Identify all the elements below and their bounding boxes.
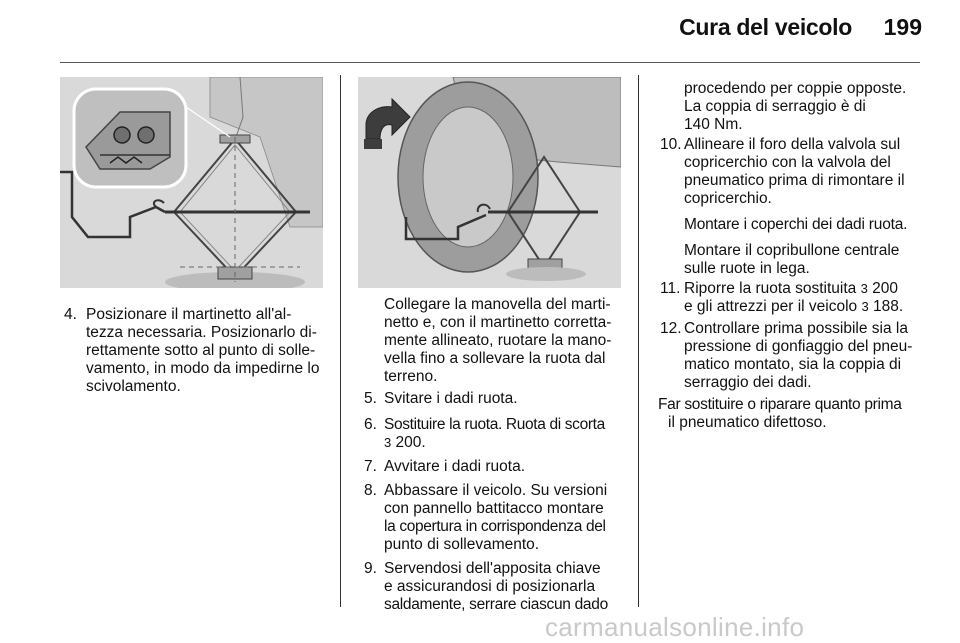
- step-7: [364, 458, 634, 476]
- step-line: 140 Nm.: [684, 116, 743, 133]
- step-line: Abbassare il veicolo. Su versioni: [384, 482, 608, 499]
- step-line: Sostituire la ruota. Ruota di scorta: [384, 416, 605, 433]
- reference-arrow-icon: 3: [860, 281, 868, 296]
- step-line: pneumatico prima di rimontare il: [684, 172, 905, 189]
- paragraph-line: mente allineato, ruotare la mano-: [384, 332, 612, 349]
- step-4: [64, 306, 334, 396]
- step-line: [384, 434, 634, 452]
- reference-arrow-icon: 3: [384, 435, 392, 450]
- step-line: punto di sollevamento.: [384, 536, 540, 553]
- step-line: Allineare il foro della valvola sul: [684, 136, 901, 153]
- page-reference[interactable]: 200.: [395, 434, 426, 451]
- step-number: 11.: [660, 280, 681, 297]
- step-text: e gli attrezzi per il veicolo: [684, 298, 858, 315]
- step-number: 7.: [364, 458, 377, 475]
- section-title: Cura del veicolo: [679, 14, 852, 40]
- step-line: [684, 280, 925, 298]
- watermark: carmanualsonline.info: [545, 612, 805, 642]
- step-line: Controllare prima possibile sia la: [684, 320, 908, 337]
- step-line: vamento, in modo da impedirne lo: [86, 360, 320, 377]
- paragraph-line: netto e, con il martinetto corretta-: [384, 314, 612, 331]
- paragraph-line: Collegare la manovella del marti-: [384, 296, 611, 313]
- step-text: Riporre la ruota sostituita: [684, 280, 857, 297]
- page-number: 199: [883, 14, 922, 40]
- raise-vehicle-illustration: [358, 77, 621, 288]
- step-9: [364, 560, 634, 614]
- step-line: Svitare i dadi ruota.: [384, 390, 518, 407]
- step-number: 10.: [660, 136, 682, 153]
- step-line: La coppia di serraggio è di: [684, 98, 866, 115]
- step-5: [364, 390, 634, 408]
- page-header: [0, 14, 960, 54]
- reference-arrow-icon: 3: [861, 299, 869, 314]
- closing-paragraph: [658, 396, 928, 432]
- jack-position-illustration: [60, 77, 323, 288]
- step-number: 5.: [364, 390, 377, 407]
- page-reference[interactable]: 188.: [873, 298, 904, 315]
- step-number: 4.: [64, 306, 77, 323]
- step-line: matico montato, sia la coppia di: [684, 356, 902, 373]
- step-line: pressione di gonfiaggio del pneu-: [684, 338, 913, 355]
- step-line: saldamente, serrare ciascun dado: [384, 596, 608, 613]
- step-number: 6.: [364, 416, 377, 433]
- step-line: sulle ruote in lega.: [684, 260, 810, 277]
- step-line: scivolamento.: [86, 378, 181, 395]
- column-divider-1: [340, 75, 341, 607]
- step-line: copricerchio con la valvola del: [684, 154, 891, 171]
- step-line: tezza necessaria. Posizionarlo di-: [86, 324, 317, 341]
- step-line: copricerchio.: [684, 190, 772, 207]
- step-line: Montare il copribullone centrale: [684, 242, 900, 259]
- step-line: e assicurandosi di posizionarla: [384, 578, 596, 595]
- paragraph-line: il pneumatico difettoso.: [668, 414, 827, 431]
- step-number: 12.: [660, 320, 682, 337]
- step-number: 8.: [364, 482, 377, 499]
- step-line: Montare i coperchi dei dadi ruota.: [684, 216, 908, 233]
- paragraph-line: Far sostituire o riparare quanto prima: [658, 396, 902, 413]
- step-9-continued: [684, 80, 924, 134]
- step-12: [660, 320, 925, 392]
- raise-vehicle-drawing: [358, 77, 621, 288]
- paragraph-line: terreno.: [384, 368, 438, 385]
- step-line: rettamente sotto al punto di solle-: [86, 342, 316, 359]
- step-8: [364, 482, 634, 554]
- page-reference[interactable]: 200: [872, 280, 899, 297]
- step-line: Avvitare i dadi ruota.: [384, 458, 526, 475]
- step-line: con pannello battitacco montare: [384, 500, 604, 517]
- step-number: 9.: [364, 560, 377, 577]
- step-line: Posizionare il martinetto all'al-: [86, 306, 292, 323]
- step-line: serraggio dei dadi.: [684, 374, 812, 391]
- crank-paragraph: [384, 296, 634, 386]
- step-line: procedendo per coppie opposte.: [684, 80, 907, 97]
- step-line: [684, 298, 925, 316]
- column-divider-2: [638, 75, 639, 607]
- step-10: [660, 136, 925, 278]
- header-rule: [60, 62, 920, 63]
- step-11: [660, 280, 925, 316]
- jack-position-drawing: [60, 77, 323, 288]
- step-6: [364, 416, 634, 452]
- step-line: Servendosi dell'apposita chiave: [384, 560, 601, 577]
- paragraph-line: vella fino a sollevare la ruota dal: [384, 350, 606, 367]
- step-line: la copertura in corrispondenza del: [384, 518, 606, 535]
